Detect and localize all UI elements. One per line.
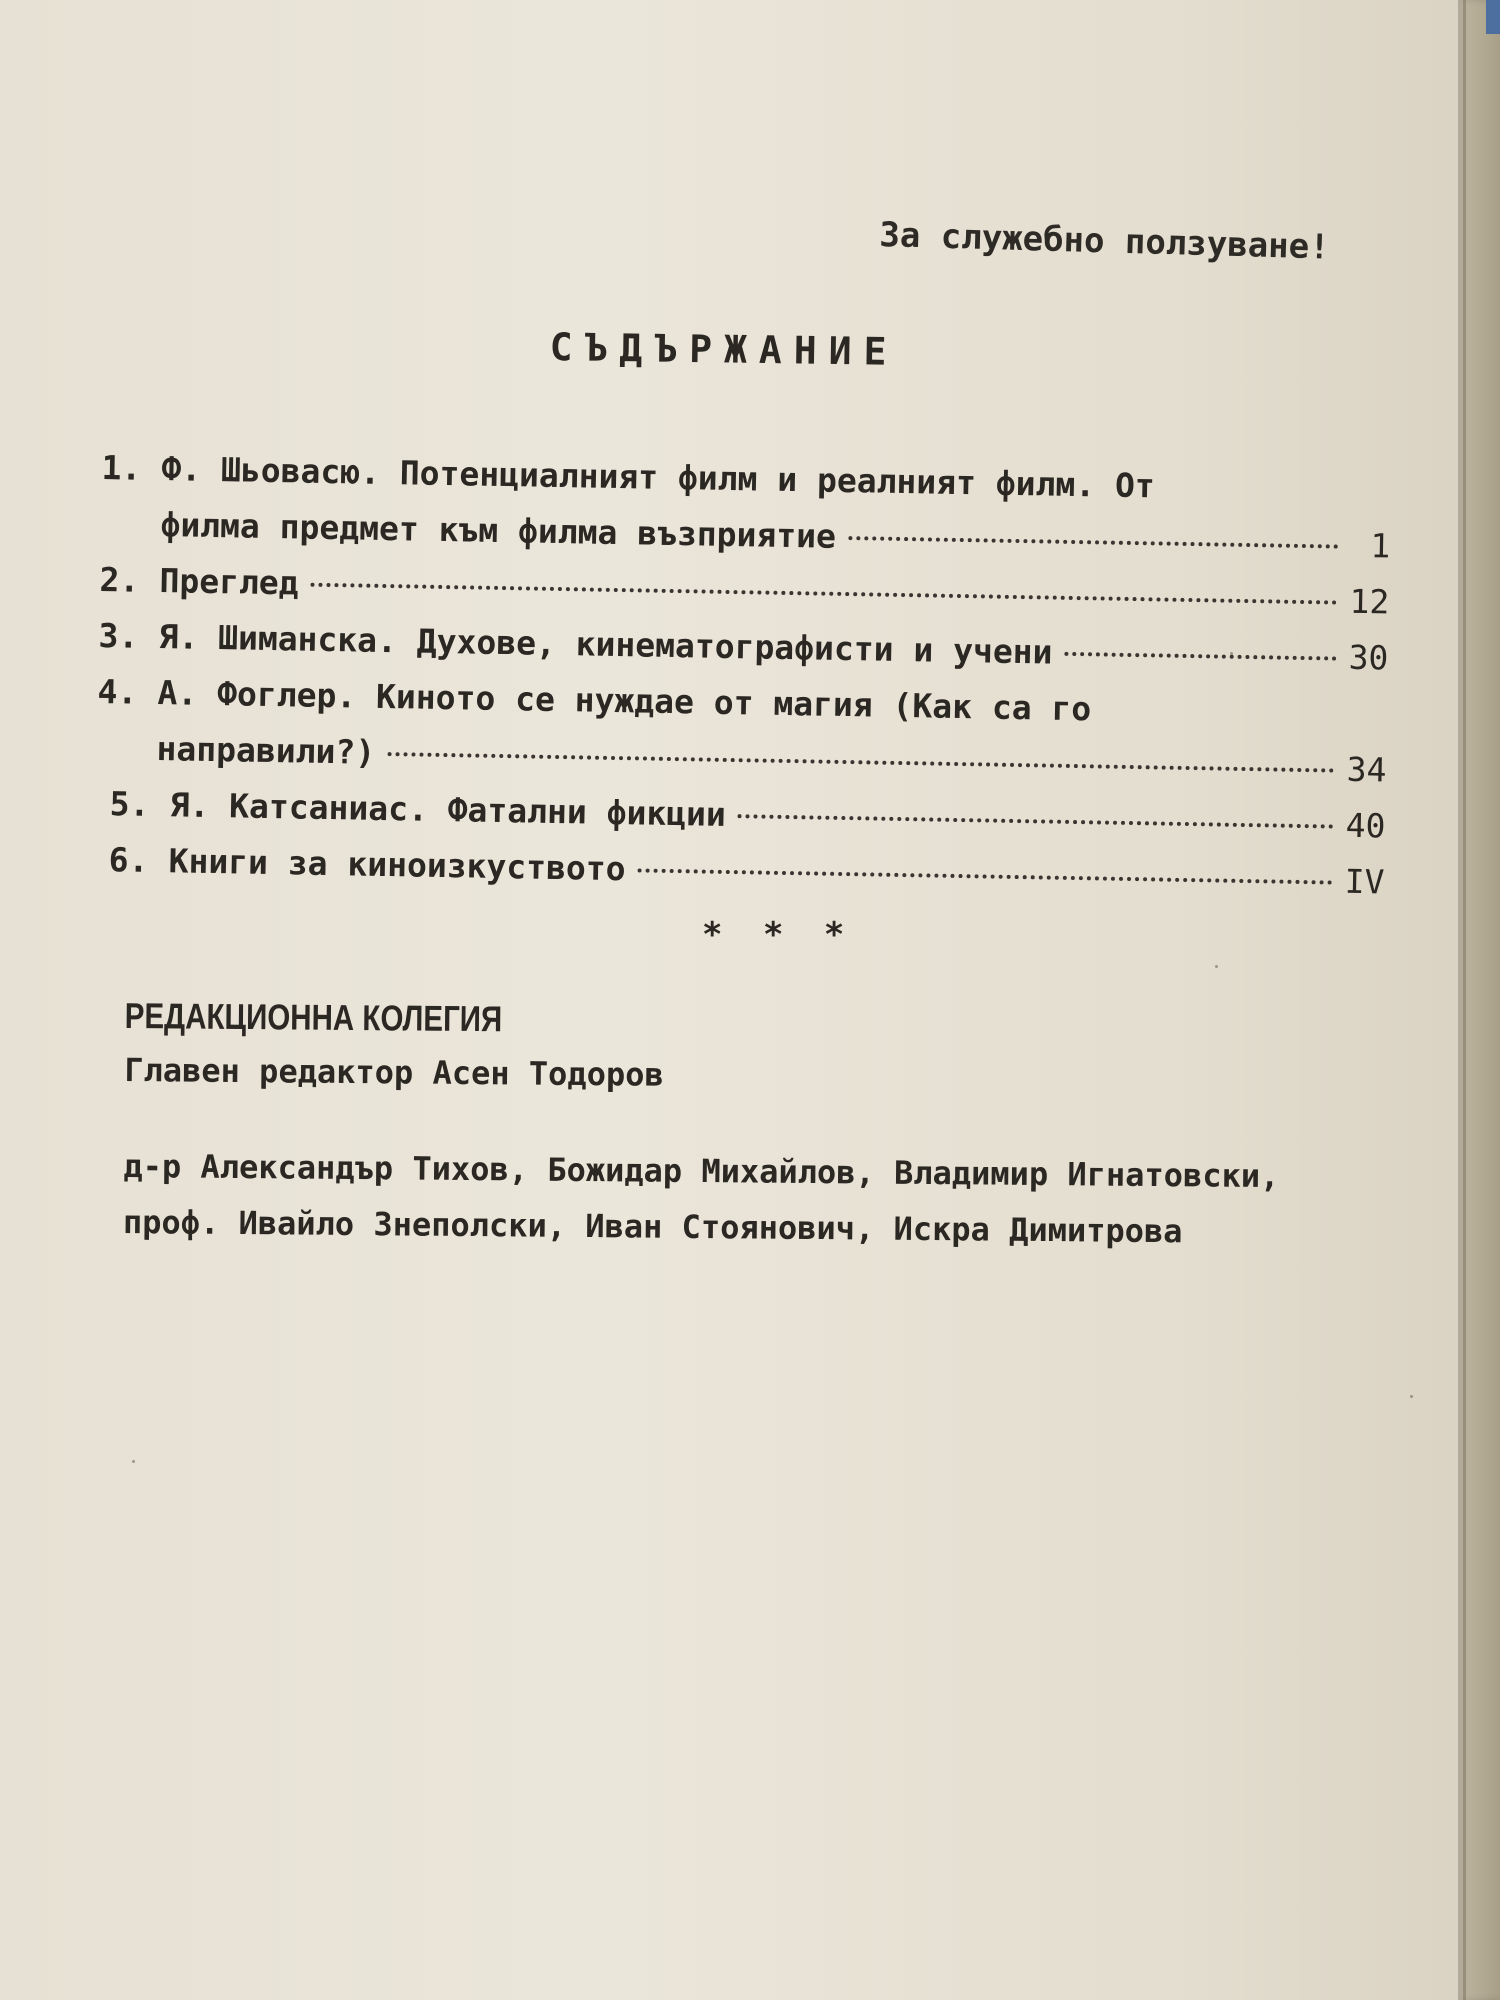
toc-entry-title: Книги за киноизкуството [168, 841, 626, 889]
dot-leader [738, 814, 1334, 828]
page-edge-line [1463, 0, 1466, 2000]
corner-object [1486, 0, 1500, 34]
paper-speck [132, 1460, 135, 1463]
toc-entry-title: Преглед [159, 561, 299, 603]
toc-entry-number: 1. [101, 447, 142, 488]
editorial-board-heading: РЕДАКЦИОННА КОЛЕГИЯ [124, 994, 503, 1040]
toc-entry-number: 4. [97, 671, 138, 712]
dot-leader [1064, 652, 1336, 661]
board-members-line: д-р Александър Тихов, Божидар Михайлов, Владимир Игнатовски, [123, 1146, 1280, 1196]
toc-entry-title: Я. Шиманска. Духове, кинематографисти и учени [158, 617, 1053, 672]
paper-speck [1410, 1395, 1413, 1398]
toc-entry-page: 12 [1349, 581, 1390, 622]
table-of-contents [94, 440, 1392, 910]
toc-entry-body [160, 441, 1392, 574]
toc-entry-page: 40 [1345, 805, 1386, 846]
toc-entry-page: 30 [1348, 637, 1389, 678]
toc-entry-number: 6. [108, 840, 149, 880]
board-members-line: проф. Ивайло Знеполски, Иван Стоянович, Искра Димитрова [122, 1202, 1183, 1251]
toc-entry-4 [96, 664, 1388, 798]
toc-entry-number: 2. [99, 559, 140, 600]
paper-speck [1230, 652, 1233, 655]
section-separator: * * * [702, 915, 855, 955]
toc-entry-number: 3. [98, 615, 139, 656]
dot-leader [848, 536, 1338, 549]
paper-speck [1215, 965, 1218, 968]
toc-entry-title-cont: филма предмет към филма възприятие [160, 505, 837, 556]
toc-entry-1 [100, 440, 1392, 574]
toc-entry-page: 34 [1346, 749, 1387, 790]
dot-leader [638, 868, 1333, 884]
dot-leader [387, 752, 1334, 773]
toc-entry-title: Я. Катсаниас. Фатални фикции [169, 785, 727, 834]
editor-in-chief: Главен редактор Асен Тодоров [124, 1050, 664, 1094]
board-members [123, 1138, 1384, 1261]
toc-entry-body [156, 665, 1388, 798]
toc-entry-title-cont: направили?) [156, 729, 376, 772]
toc-entry-number: 5. [109, 784, 150, 824]
toc-entry-title: Ф. Шьовасю. Потенциалният филм и реалният филм. От [161, 449, 1156, 506]
restricted-use-notice: За служебно ползуване! [878, 215, 1331, 268]
toc-entry-title: А. Фоглер. Киното се нуждае от магия (Как са го [157, 673, 1092, 729]
toc-title: СЪДЪРЖАНИЕ [549, 325, 899, 374]
editorial-board [123, 990, 1385, 1261]
toc-entry-page: 1 [1370, 526, 1391, 566]
toc-entry-page: IV [1344, 861, 1385, 902]
dot-leader [311, 583, 1338, 605]
